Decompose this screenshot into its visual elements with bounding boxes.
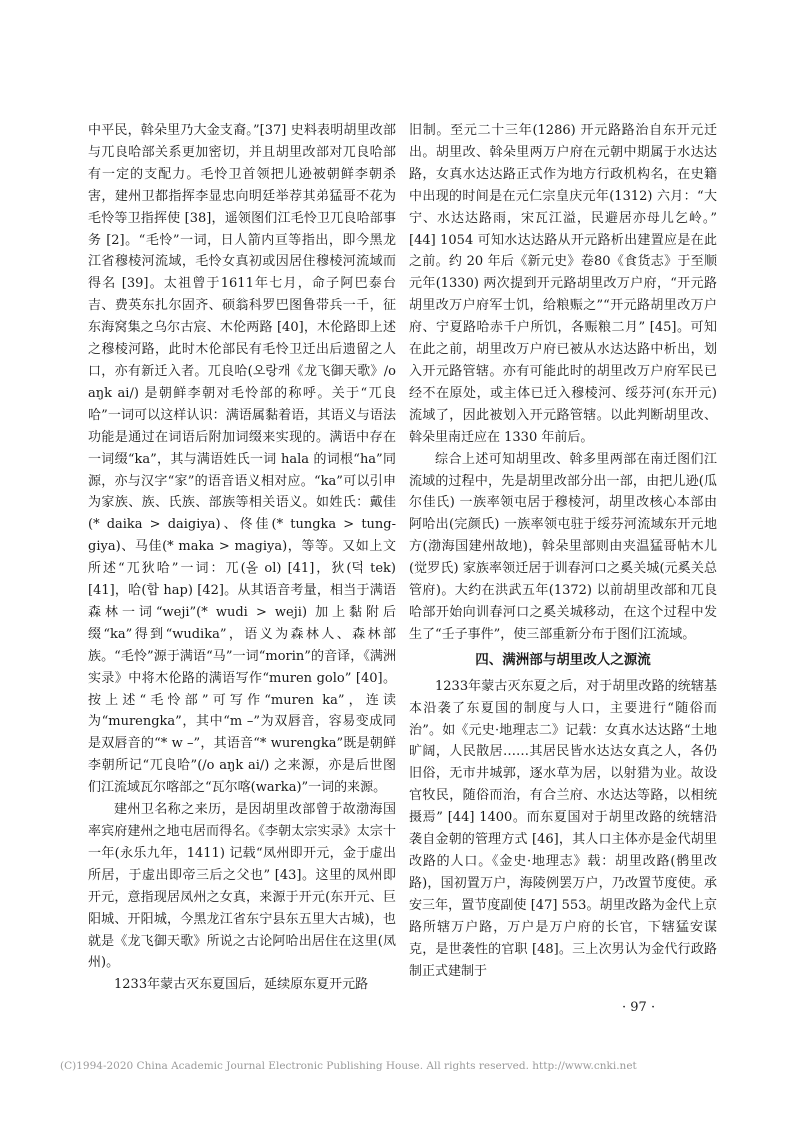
body-paragraph: 综合上述可知胡里改、斡多里两部在南迁图们江流域的过程中，先是胡里改部分出一部，由把儿逊(瓜尔佳氏) 一族率领屯居于穆棱河，胡里改核心本部由阿哈出(完颜氏) 一族率领屯驻于绥芬河流域东开元地方(渤海国建州故地)，斡朵里部则由夹温猛哥帖木儿(觉罗氏) 家族率领迁居于训春河口之奚关城(元奚关总管府)。大约在洪武五年(1372) 以前胡里改部和兀良哈部开始向训春河口之奚关城移动，在这个过程中发生了“壬子事件”，使三部重新分布于图们江流域。: [409, 451, 717, 642]
body-paragraph: 中平民，斡朵里乃大金支裔。”[37] 史料表明胡里改部与兀良哈部关系更加密切，并且胡里改部对兀良哈部有一定的支配力。毛怜卫首领把儿逊被朝鲜李朝杀害，建州卫都指挥李显忠向明廷举荐其弟猛哥不花为毛怜等卫指挥使 [38]，遥领图们江毛怜卫兀良哈部事务 [2]。“毛怜”一词，日人箭内亘等指出，即今黑龙江省穆棱河流域，毛怜女真初或因居住穆棱河流域而得名 [39]。太祖曾于1611年七月，命子阿巴泰台吉、费英东扎尔固齐、硕翁科罗巴图鲁带兵一千，征东海窝集之乌尔古宸、木伦两路 [40]，木伦路即上述之穆棱河路，此时木伦部民有毛怜卫迁出后遗留之人口，亦有新迁入者。兀良哈(오랑캐《龙飞御天歌》/o aŋk ai/) 是朝鲜李朝对毛怜部的称呼。关于“兀良哈”一词可以这样认识：满语属黏着语，其语义与语法功能是通过在词语后附加词缀来实现的。满语中存在一词缀“ka”，其与满语姓氏一词 hala 的词根“ha”同源，亦与汉字“家”的语音语义相对应。“ka”可以引申为家族、族、氏族、部族等相关语义。如姓氏：戴佳(* daika > daigiya)、佟佳(* tungka > tung-giya)、马佳(* maka > magiya)，等等。又如上文所述“兀狄哈”一词：兀(올 ol) [41]，狄(덕 tek) [41]，哈(합 hap) [42]。从其语音考量，相当于满语森林一词“weji”(* wudi > weji) 加上黏附后缀“ka”得到“wudika”，语义为森林人、森林部族。“毛怜”源于满语“马”一词“morin”的音译，《满洲实录》中将木伦路的满语写作“muren golo” [40]。按上述“毛怜部”可写作“muren ka”，连读为“murengka”，其中“m –”为双唇音，容易变成同是双唇音的“* w –”，其语音“* wurengka”既是朝鲜李朝所记“兀良哈”(/o aŋk ai/) 之来源，亦是后世图们江流域瓦尔喀部之“瓦尔喀(warka)”一词的来源。: [88, 123, 396, 796]
body-paragraph: 1233年蒙古灭东夏国后，延续原东夏开元路: [114, 977, 369, 993]
right-column: [409, 120, 717, 982]
page-number: · 97 ·: [622, 1000, 656, 1015]
left-column: [88, 120, 396, 996]
copyright-footer: (C)1994-2020 China Academic Journal Electronic Publishing House. All rights reserved. http://www.cnki.net: [60, 1060, 637, 1072]
body-paragraph: 1233年蒙古灭东夏之后，对于胡里改路的统辖基本沿袭了东夏国的制度与人口，主要进行“随俗而治”。如《元史·地理志二》记载：女真水达达路“土地旷阔，人民散居……其居民皆水达达女真之人，各仍旧俗，无市井城郭，逐水草为居，以射猎为业。故设官牧民，随俗而治，有合兰府、水达达等路，以相统摄焉” [44] 1400。而东夏国对于胡里改路的统辖沿袭自金朝的管理方式 [46]，其人口主体亦是金代胡里改路的人口。《金史·地理志》载：胡里改路(鹘里改路)，国初置万户，海陵例罢万户，乃改置节度使。承安三年，置节度副使 [47] 553。胡里改路为金代上京路所辖万户路，万户是万户府的长官，下辖猛安谋克，是世袭性的官职 [48]。三上次男认为金代行政路制正式建制于: [409, 678, 717, 979]
body-paragraph: 建州卫名称之来历，是因胡里改部曾于故渤海国率宾府建州之地屯居而得名。《李朝太宗实录》太宗十一年(永乐九年，1411) 记载“凤州即开元，金于虚出所居，于虚出即帝三后之父也” [43]。这里的凤州即开元，意指现居凤州之女真，来源于开元(东开元、巨阳城、开阳城，今黑龙江省东宁县东五里大古城)，也就是《龙飞御天歌》所说之古论阿哈出居住在这里(凤州)。: [88, 802, 396, 971]
body-paragraph: 旧制。至元二十三年(1286) 开元路路治自东开元迁出。胡里改、斡朵里两万户府在元朝中期属于水达达路，女真水达达路正式作为地方行政机构名，在史籍中出现的时间是在元仁宗皇庆元年(1312) 六月：“大宁、水达达路雨，宋瓦江溢，民避居亦母儿乞岭。” [44] 1054 可知水达达路从开元路析出建置应是在此之前。约 20 年后《新元史》卷80《食货志》于至顺元年(1330) 两次提到开元路胡里改万户府，“开元路胡里改万户府军士饥，给粮赈之”“开元路胡里改万户府、宁夏路哈赤千户所饥，各赈粮二月” [45]。可知在此之前，胡里改万户府已被从水达达路中析出，划入开元路管辖。亦有可能此时的胡里改万户府军民已经不在原处，或主体已迁入穆棱河、绥芬河(东开元) 流域了，因此被划入开元路管辖。以此判断胡里改、斡朵里南迁应在 1330 年前后。: [409, 123, 717, 445]
section-heading: 四、满洲部与胡里改人之源流: [475, 651, 651, 668]
